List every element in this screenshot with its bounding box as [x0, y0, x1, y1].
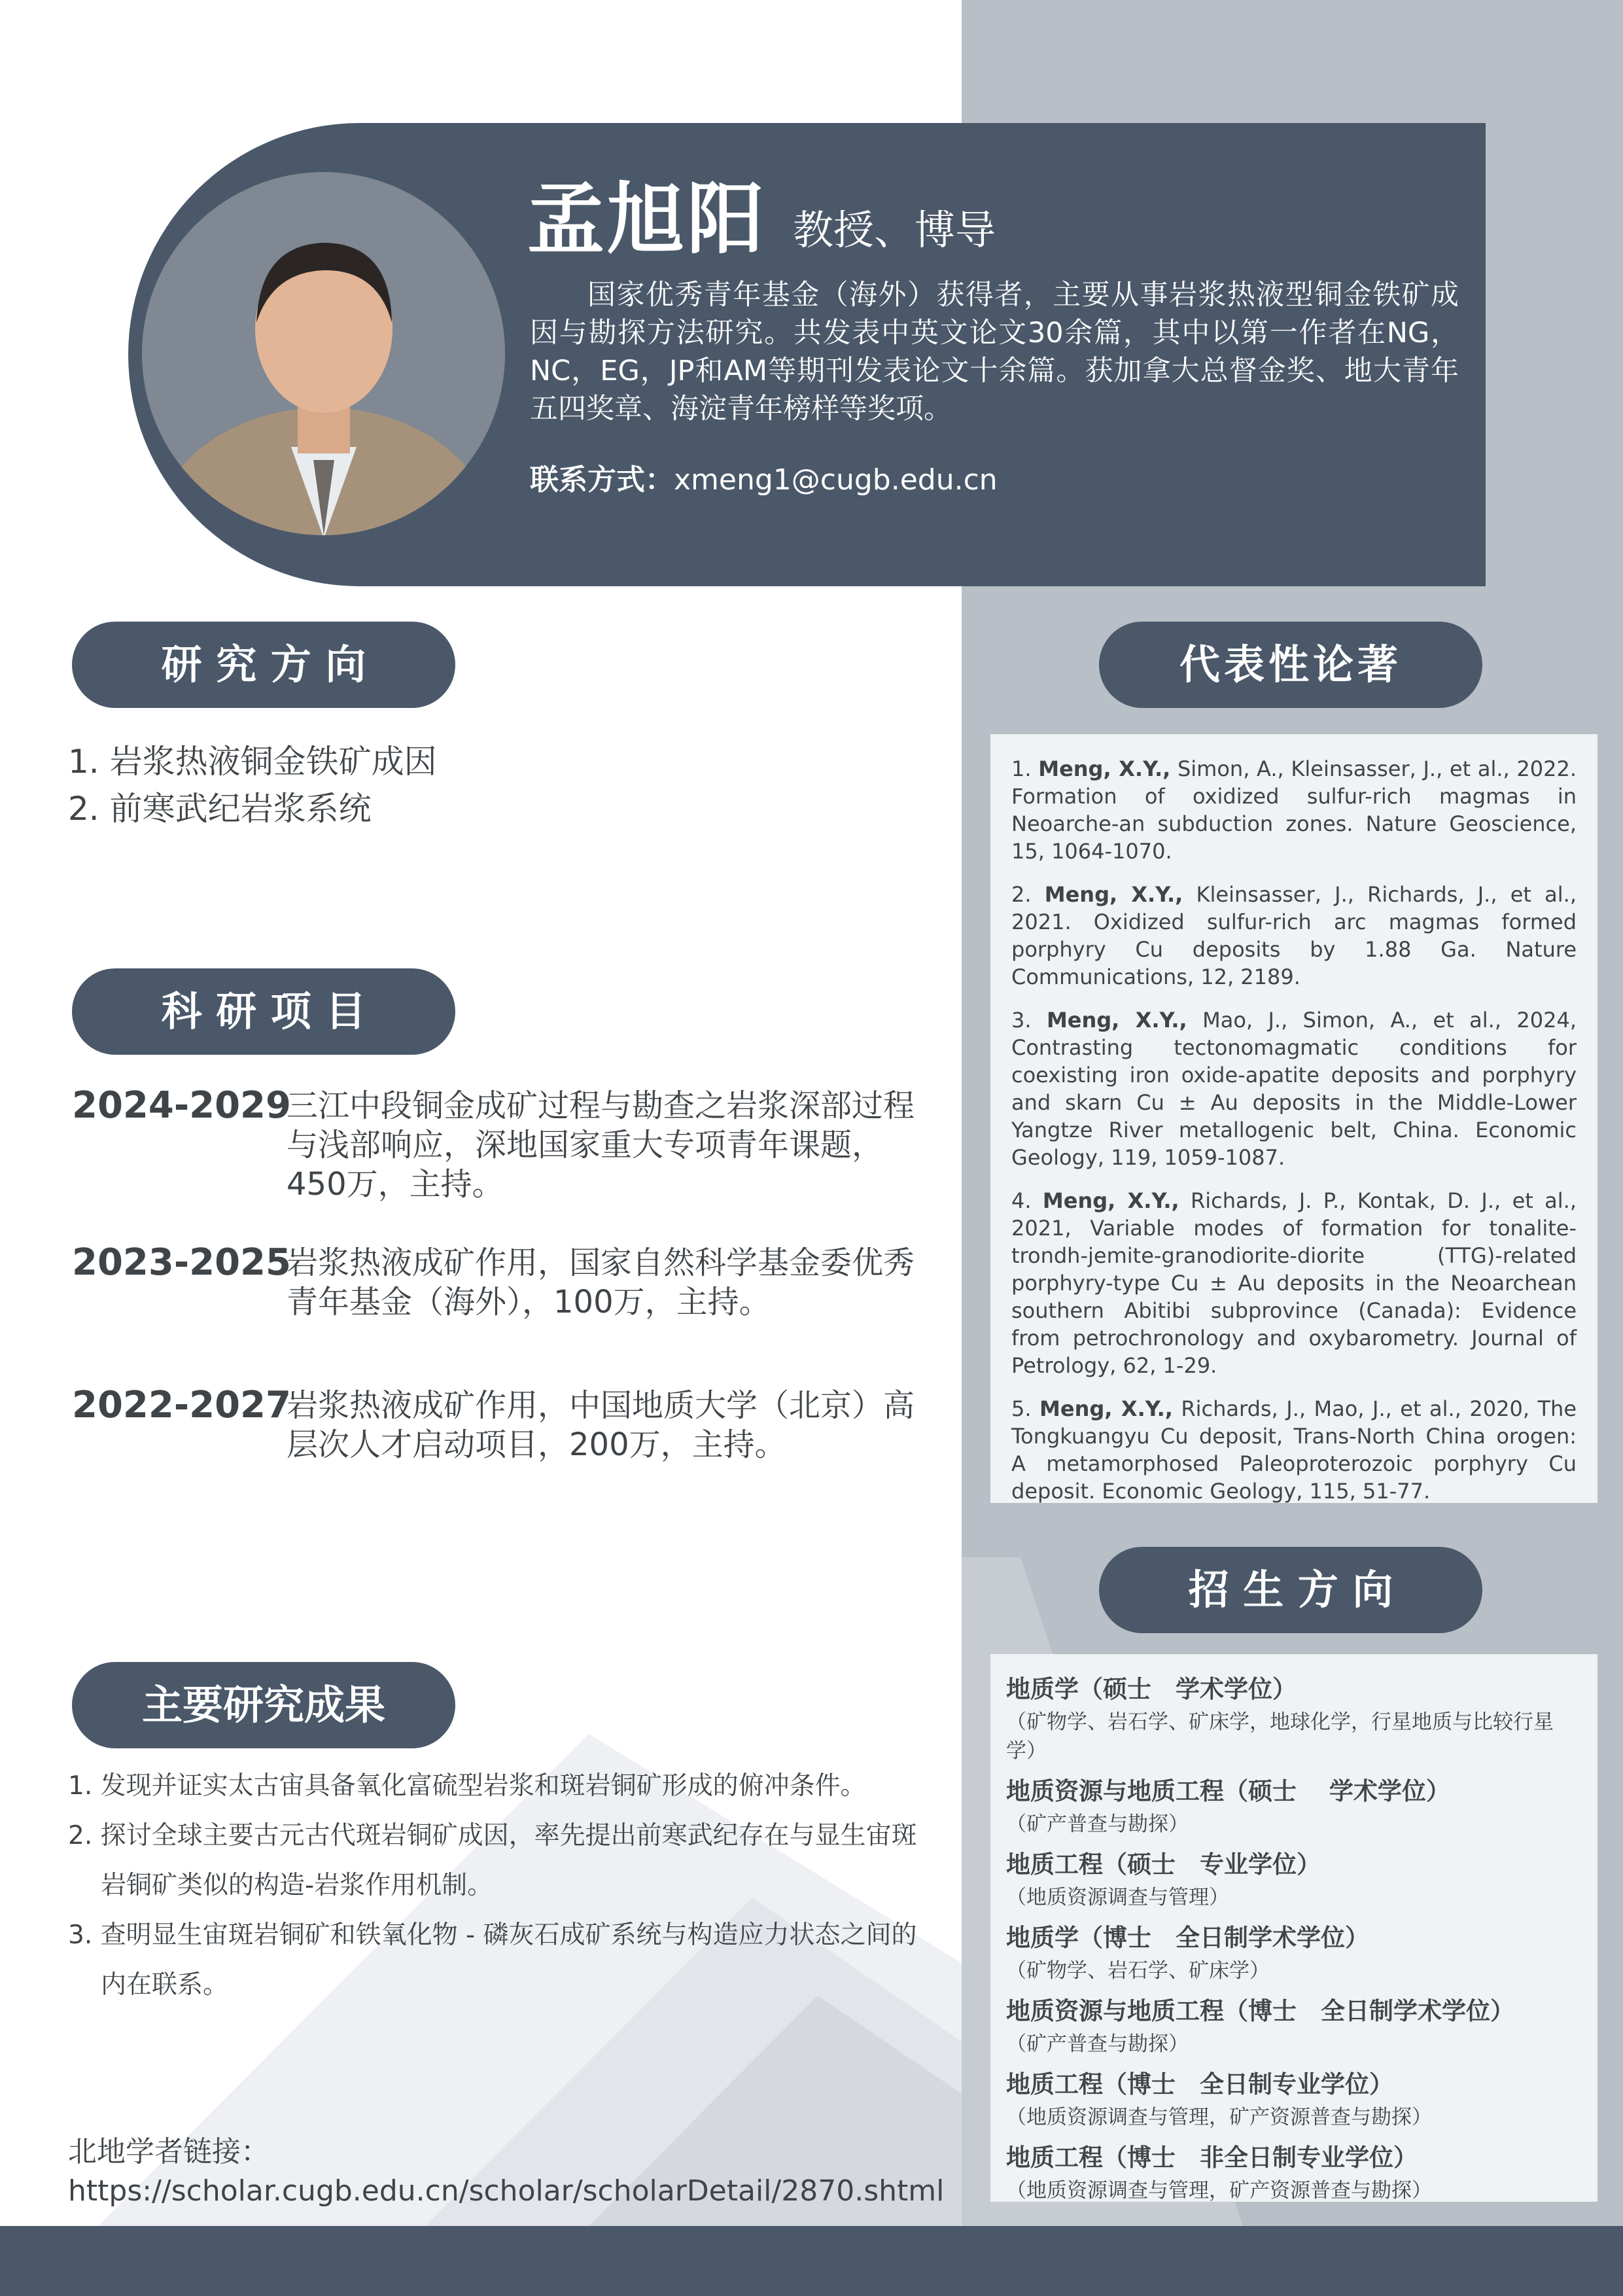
project-description: 岩浆热液成矿作用，中国地质大学（北京）高层次人才启动项目，200万，主持。: [287, 1387, 915, 1463]
admission-degree: 地质学（博士 全日制学术学位）: [1006, 1924, 1369, 1952]
list-item: 2. 探讨全球主要古元古代斑岩铜矿成因，率先提出前寒武纪存在与显生宙斑岩铜矿类似的构造-岩浆作用机制。: [68, 1821, 917, 1900]
paper-entry: [1011, 881, 1577, 991]
paper-entry: [1011, 755, 1577, 865]
contact-info: [530, 461, 998, 500]
paper-entry: [1011, 1006, 1577, 1171]
research-list: [68, 738, 437, 832]
admission-degree: 地质工程（博士 非全日制专业学位）: [1006, 2144, 1418, 2172]
paper-citation: Kleinsasser, J., Richards, J., et al., 2021. Oxidized sulfur-rich arc magmas formed porphyry Cu deposits by 1.88 Ga. Nature Communications, 12, 2189.: [1011, 882, 1577, 989]
footer-bar: [0, 2226, 1623, 2296]
admission-specialty: （矿物学、岩石学、矿床学）: [1006, 1959, 1270, 1983]
papers-list: [990, 734, 1597, 1503]
admission-specialty: （地质资源调查与管理）: [1006, 1886, 1229, 1909]
paper-citation: Mao, J., Simon, A., et al., 2024, Contrasting tectonomagmatic conditions for coexisting iron oxide-apatite deposits and porphyry and skarn Cu ± Au deposits in the Middle-Lower Yangtze River metallogenic belt, China. Economic Geology, 119, 1059-1087.: [1011, 1008, 1577, 1170]
paper-author: Meng, X.Y.,: [1046, 1008, 1187, 1033]
admission-specialty: （地质资源调查与管理，矿产资源普查与勘探）: [1006, 2179, 1432, 2202]
paper-citation: Richards, J. P., Kontak, D. J., et al., 2021, Variable modes of formation for tonalite-trondh-jemite-granodiorite-diorite (TTG)-related porphyry-type Cu ± Au deposits in the Neoarchean southern Abitibi subprovince (Canada): Evidence from petrochronology and oxybarometry. Journal of Petrology, 62, 1-29.: [1011, 1188, 1577, 1378]
professor-title: 教授、博导: [793, 206, 996, 254]
research-heading: 研 究 方 向: [72, 622, 455, 708]
project-years: 2024-2029: [72, 1084, 291, 1127]
admission-degree: 地质资源与地质工程（硕士 学术学位）: [1006, 1777, 1450, 1805]
scholar-link-label: 北地学者链接：: [68, 2135, 270, 2168]
project-years: 2023-2025: [72, 1241, 291, 1284]
paper-author: Meng, X.Y.,: [1039, 1396, 1173, 1421]
paper-author: Meng, X.Y.,: [1044, 882, 1183, 907]
paper-number: 3.: [1011, 1008, 1032, 1033]
scholar-link-url[interactable]: https://scholar.cugb.edu.cn/scholar/scholarDetail/2870.shtml: [68, 2174, 945, 2208]
list-item: 2. 前寒武纪岩浆系统: [68, 790, 372, 828]
achievements-list: [68, 1761, 938, 2010]
admission-specialty: （矿物学、岩石学、矿床学，地球化学，行星地质与比较行星学）: [1006, 1710, 1554, 1763]
project-description: 岩浆热液成矿作用，国家自然科学基金委优秀青年基金（海外），100万，主持。: [287, 1245, 915, 1320]
professor-bio: 国家优秀青年基金（海外）获得者，主要从事岩浆热液型铜金铁矿成因与勘探方法研究。共发表中英文论文30余篇，其中以第一作者在NG，NC，EG，JP和AM等期刊发表论文十余篇。获加拿大总督金奖、地大青年五四奖章、海淀青年榜样等奖项。: [530, 279, 1459, 425]
paper-citation: Simon, A., Kleinsasser, J., et al., 2022. Formation of oxidized sulfur-rich magmas in Neoarche-an subduction zones. Nature Geoscience, 15, 1064-1070.: [1011, 756, 1577, 864]
list-item: 1. 岩浆热液铜金铁矿成因: [68, 743, 437, 781]
admissions-list: [990, 1654, 1597, 2202]
admission-degree: 地质工程（硕士 专业学位）: [1006, 1850, 1321, 1879]
portrait-photo: [142, 172, 505, 535]
admissions-heading: 招 生 方 向: [1099, 1547, 1482, 1633]
project-description: 三江中段铜金成矿过程与勘查之岩浆深部过程与浅部响应，深地国家重大专项青年课题，450万，主持。: [287, 1087, 915, 1203]
admission-specialty: （地质资源调查与管理，矿产资源普查与勘探）: [1006, 2106, 1432, 2129]
paper-entry: [1011, 1395, 1577, 1505]
paper-author: Meng, X.Y.,: [1038, 756, 1171, 781]
admission-degree: 地质资源与地质工程（博士 全日制学术学位）: [1006, 1997, 1514, 2025]
admission-degree: 地质工程（博士 全日制专业学位）: [1006, 2070, 1393, 2098]
paper-number: 1.: [1011, 756, 1032, 781]
contact-email-link[interactable]: xmeng1@cugb.edu.cn: [674, 463, 998, 497]
papers-heading: 代表性论著: [1099, 622, 1482, 708]
admission-specialty: （矿产普查与勘探）: [1006, 1812, 1189, 1836]
admission-specialty: （矿产普查与勘探）: [1006, 2032, 1189, 2056]
paper-citation: Richards, J., Mao, J., et al., 2020, The Tongkuangyu Cu deposit, Trans-North China orogen: A metamorphosed Paleoproterozoic porphyry Cu deposit. Economic Geology, 115, 51-77.: [1011, 1396, 1577, 1504]
paper-number: 5.: [1011, 1396, 1032, 1421]
list-item: 3. 查明显生宙斑岩铜矿和铁氧化物 - 磷灰石成矿系统与构造应力状态之间的内在联系。: [68, 1920, 917, 2000]
paper-author: Meng, X.Y.,: [1042, 1188, 1179, 1213]
professor-name: 孟旭阳: [527, 174, 767, 264]
projects-heading: 科 研 项 目: [72, 968, 455, 1055]
paper-number: 2.: [1011, 882, 1032, 907]
contact-label: 联系方式：: [530, 463, 674, 497]
paper-entry: [1011, 1187, 1577, 1379]
achievements-heading: 主要研究成果: [72, 1662, 455, 1748]
project-years: 2022-2027: [72, 1384, 291, 1426]
list-item: 1. 发现并证实太古宙具备氧化富硫型岩浆和斑岩铜矿形成的俯冲条件。: [68, 1771, 866, 1801]
admission-degree: 地质学（硕士 学术学位）: [1006, 1675, 1297, 1703]
paper-number: 4.: [1011, 1188, 1032, 1213]
